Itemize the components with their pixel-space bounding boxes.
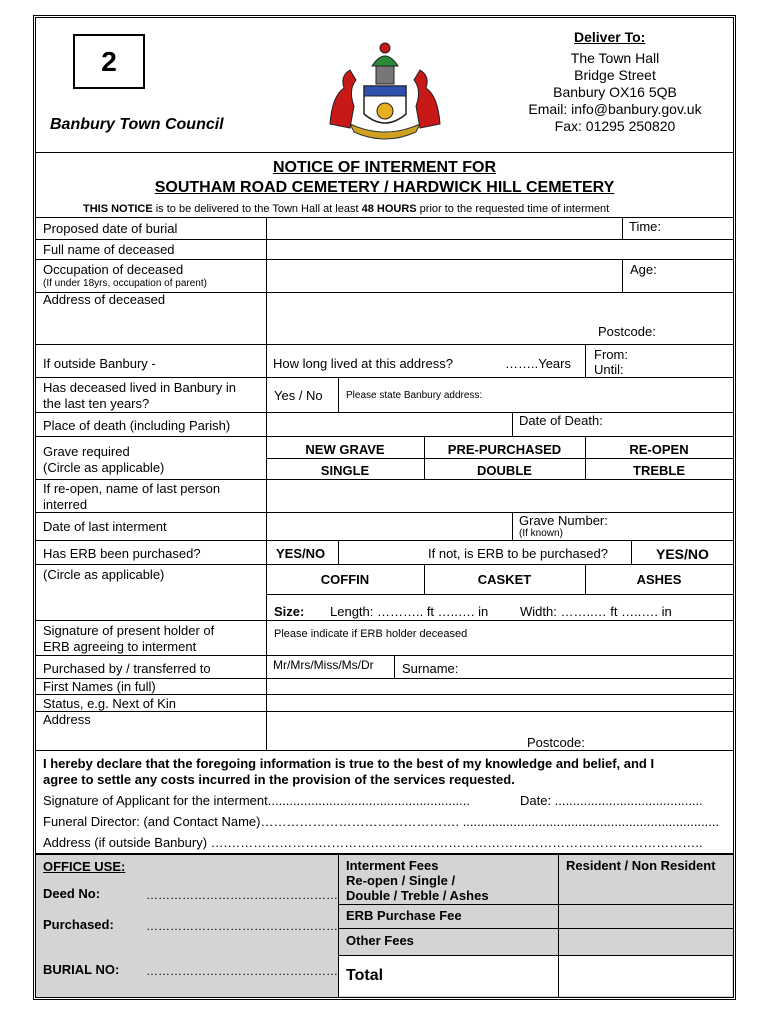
burial-no-field[interactable]: …………………………………………: [146, 964, 338, 978]
reopen-name-label: [43, 481, 220, 513]
from-label: From:: [594, 347, 628, 362]
option-coffin[interactable]: COFFIN: [320, 572, 370, 587]
reopen-name-field[interactable]: [268, 480, 732, 511]
purchased-field[interactable]: …………………………………………: [146, 919, 338, 933]
office-use-label: OFFICE USE:: [43, 859, 126, 874]
outside-banbury-label: If outside Banbury -: [43, 356, 156, 371]
grave-required-line: Grave required: [43, 444, 130, 459]
width-field[interactable]: Width: ……..… ft …..…. in: [520, 604, 672, 619]
burial-date-label: Proposed date of burial: [43, 221, 178, 236]
interment-fees-line: Interment Fees: [346, 858, 439, 873]
option-treble[interactable]: TREBLE: [633, 463, 685, 478]
status-label: Status, e.g. Next of Kin: [43, 696, 176, 711]
lived-banbury-line-1: Has deceased lived in Banbury in: [43, 380, 236, 395]
erb-to-purchase-yes-no[interactable]: YES/NO: [656, 546, 709, 562]
option-pre-purchased[interactable]: PRE-PURCHASED: [447, 442, 562, 457]
status-field[interactable]: [268, 695, 732, 710]
occupation-field[interactable]: [268, 260, 620, 291]
address-label: Address of deceased: [43, 292, 166, 307]
burial-no-label: BURIAL NO:: [43, 962, 120, 977]
full-name-field[interactable]: [268, 240, 732, 258]
how-long-label: How long lived at this address?: [273, 356, 453, 371]
length-field[interactable]: Length: ……….. ft …..…. in: [330, 604, 489, 619]
lived-banbury-label: [43, 380, 236, 412]
notice-bold-2: 48 HOURS: [361, 203, 417, 215]
place-death-label: Place of death (including Parish): [43, 418, 231, 433]
erb-fee-label: ERB Purchase Fee: [346, 908, 462, 923]
erb-purchased-label: Has ERB been purchased?: [43, 546, 201, 561]
surname-label: Surname:: [402, 661, 459, 676]
notice-text: [83, 203, 609, 215]
form-number-box: [73, 34, 145, 89]
reopen-name-line-1: If re-open, name of last person: [43, 481, 221, 496]
banbury-address-field[interactable]: [340, 378, 732, 411]
erb-yes-no[interactable]: YES/NO: [276, 546, 326, 561]
size-label: Size:: [274, 604, 305, 619]
declaration-text: [43, 756, 654, 788]
place-death-field[interactable]: [268, 413, 510, 435]
address-field[interactable]: [268, 293, 732, 343]
circle-note-2: (Circle as applicable): [43, 567, 165, 582]
burial-date-field[interactable]: [268, 218, 620, 238]
declaration-line-2: agree to settle any costs incurred in the provision of the services requested.: [43, 772, 515, 787]
coat-of-arms-icon: [320, 36, 450, 144]
time-field[interactable]: [624, 232, 732, 238]
surname-field[interactable]: [470, 656, 732, 677]
grave-number-label: Grave Number:: [519, 513, 608, 528]
date-death-label: Date of Death:: [519, 413, 603, 428]
sig-holder-field[interactable]: [268, 621, 732, 654]
address-2-field[interactable]: [268, 712, 732, 749]
total-amount[interactable]: [559, 956, 732, 996]
form-number: 2: [101, 46, 117, 77]
deliver-to-label: Deliver To:: [574, 29, 646, 45]
postcode-label: Postcode:: [598, 324, 656, 339]
address-line: The Town Hall: [570, 50, 660, 66]
erb-to-purchase-label: If not, is ERB to be purchased?: [428, 546, 608, 561]
time-label: Time:: [629, 219, 662, 234]
interment-fees-label: [346, 858, 489, 903]
last-interment-label: Date of last interment: [43, 519, 167, 534]
total-label: Total: [346, 967, 384, 984]
address-email: Email: info@banbury.gov.uk: [528, 101, 702, 117]
yes-no-option[interactable]: Yes / No: [274, 388, 323, 403]
lived-banbury-line-2: the last ten years?: [43, 396, 150, 411]
title-line-2: SOUTHAM ROAD CEMETERY / HARDWICK HILL CEMETERY: [154, 179, 615, 196]
circle-note: (Circle as applicable): [43, 460, 165, 475]
grave-required-label: [43, 444, 164, 476]
sig-holder-label: [43, 623, 214, 655]
declaration-line-1: I hereby declare that the foregoing information is true to the best of my knowledge and belief, and I: [43, 756, 655, 771]
resident-label: Resident / Non Resident: [566, 858, 716, 873]
other-fees-label: Other Fees: [346, 933, 414, 948]
option-double[interactable]: DOUBLE: [477, 463, 532, 478]
reopen-name-line-2: interred: [43, 497, 88, 512]
notice-end: prior to the requested time of interment: [416, 203, 610, 215]
purchased-by-label: Purchased by / transferred to: [43, 661, 211, 676]
reopen-fees-line-1: Re-open / Single /: [346, 873, 456, 888]
sig-holder-line-2: ERB agreeing to interment: [43, 639, 197, 654]
age-label: Age:: [630, 262, 657, 277]
reopen-fees-line-2: Double / Treble / Ashes: [346, 888, 489, 903]
option-re-open[interactable]: RE-OPEN: [629, 442, 689, 457]
notice-mid: is to be delivered to the Town Hall at least: [152, 203, 362, 215]
divider: [36, 152, 733, 153]
option-casket[interactable]: CASKET: [477, 572, 532, 587]
purchased-label: Purchased:: [43, 917, 114, 932]
option-single[interactable]: SINGLE: [320, 463, 370, 478]
funeral-director-field[interactable]: Funeral Director: (and Contact Name)………………………………………. .......................................................................: [43, 814, 720, 829]
date-field[interactable]: Date: .........................................: [520, 793, 703, 808]
notice-bold-1: THIS NOTICE: [83, 203, 153, 215]
address-fax: Fax: 01295 250820: [554, 118, 676, 134]
option-ashes[interactable]: ASHES: [636, 572, 682, 587]
years-label: ……..Years: [505, 356, 571, 371]
address-line: Banbury OX16 5QB: [553, 84, 677, 100]
deed-no-field[interactable]: …………………………………………: [146, 888, 338, 902]
postcode-2-label: Postcode:: [527, 735, 585, 750]
council-name: Banbury Town Council: [50, 116, 224, 133]
until-label: Until:: [594, 362, 624, 377]
if-known-note: (If known): [519, 528, 563, 539]
occupation-note: (If under 18yrs, occupation of parent): [43, 278, 207, 289]
erb-deceased-note: Please indicate if ERB holder deceased: [274, 628, 468, 640]
titles-option[interactable]: Mr/Mrs/Miss/Ms/Dr: [273, 658, 374, 672]
deliver-address: [505, 50, 725, 135]
sig-holder-line-1: Signature of present holder of: [43, 623, 215, 638]
deed-no-label: Deed No:: [43, 886, 101, 901]
option-new-grave[interactable]: NEW GRAVE: [305, 442, 385, 457]
full-name-label: Full name of deceased: [43, 242, 175, 257]
address-2-label: Address: [43, 712, 91, 727]
sig-applicant-field[interactable]: Signature of Applicant for the interment........................................................: [43, 793, 471, 808]
banbury-address-label: Please state Banbury address:: [346, 390, 483, 401]
last-interment-field[interactable]: [268, 513, 510, 539]
first-names-label: First Names (in full): [43, 679, 156, 694]
title-line-1: NOTICE OF INTERMENT FOR: [272, 159, 497, 176]
first-names-field[interactable]: [268, 679, 732, 693]
address-outside-field[interactable]: Address (if outside Banbury) ….………………………………………………………………………………………………..: [43, 835, 703, 850]
form-title: [36, 158, 733, 198]
occupation-label: Occupation of deceased: [43, 262, 184, 277]
address-line: Bridge Street: [574, 67, 656, 83]
